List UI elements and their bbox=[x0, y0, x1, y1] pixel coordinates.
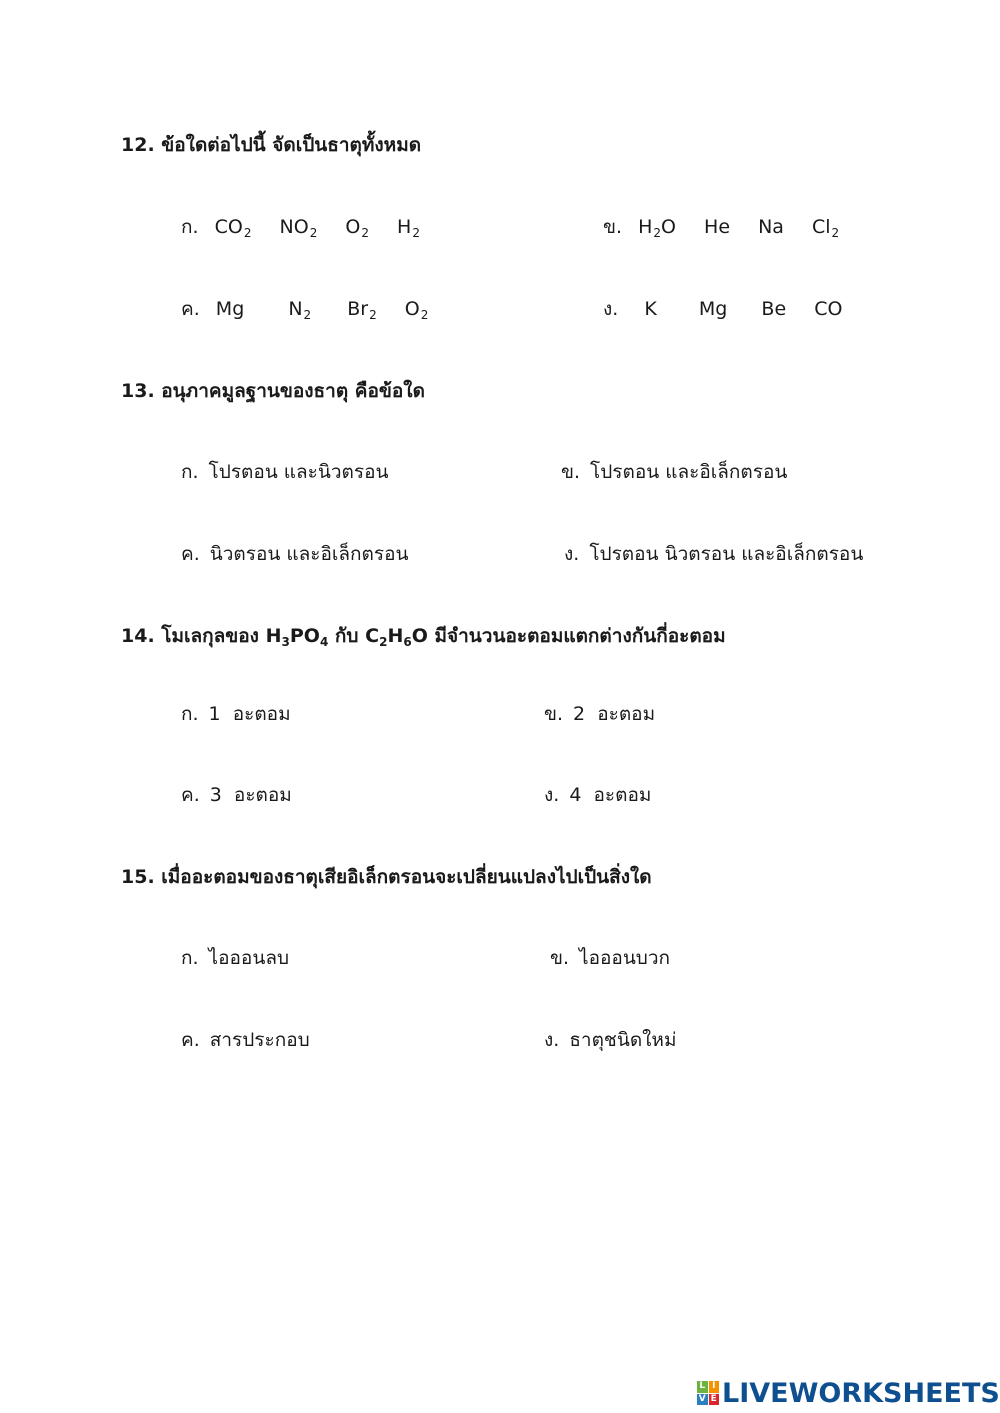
formula: $Cl_2$ bbox=[811, 216, 840, 240]
q12-option-d[interactable] bbox=[603, 294, 864, 324]
formula: K bbox=[644, 298, 657, 320]
logo-mark-icon: L I V E bbox=[697, 1381, 719, 1405]
option-text: ธาตุชนิดใหม่ bbox=[569, 1029, 677, 1051]
liveworksheets-logo[interactable] bbox=[697, 1377, 1000, 1409]
option-text: ไอออนลบ bbox=[208, 947, 290, 969]
option-label: ค. bbox=[181, 784, 200, 806]
q15-option-a[interactable] bbox=[181, 943, 289, 973]
option-text: นิวตรอน และอิเล็กตรอน bbox=[209, 543, 409, 565]
question-14-title: 14. โมเลกุลของ $H_3PO_4$ กับ $C_2H_6O$ มีจำนวนอะตอมแตกต่างกันกี่อะตอม bbox=[121, 625, 726, 649]
option-text: 3 อะตอม bbox=[209, 784, 292, 806]
q14-option-d[interactable] bbox=[544, 780, 651, 810]
logo-text: LIVEWORKSHEETS bbox=[722, 1377, 1000, 1409]
option-label: ง. bbox=[564, 543, 580, 565]
formula: $NO_2$ bbox=[279, 216, 318, 240]
option-label: ค. bbox=[181, 1029, 200, 1051]
question-12-title: 12. ข้อใดต่อไปนี้ จัดเป็นธาตุทั้งหมด bbox=[121, 134, 422, 156]
formula: Na bbox=[758, 216, 784, 238]
q15-option-c[interactable] bbox=[181, 1025, 310, 1055]
formula: $H_2O$ bbox=[638, 216, 676, 240]
q12-option-c[interactable] bbox=[181, 294, 450, 324]
formula: Mg bbox=[215, 298, 245, 320]
option-label: ก. bbox=[181, 461, 199, 483]
option-label: ข. bbox=[561, 461, 581, 483]
q12-option-a[interactable] bbox=[181, 212, 442, 242]
option-label: ข. bbox=[603, 216, 623, 238]
option-text: โปรตอน และนิวตรอน bbox=[208, 461, 389, 483]
option-label: ค. bbox=[181, 298, 200, 320]
option-text: โปรตอน และอิเล็กตรอน bbox=[590, 461, 788, 483]
formula: $H_2$ bbox=[397, 216, 420, 240]
formula: $O_2$ bbox=[404, 298, 429, 322]
q15-option-d[interactable] bbox=[544, 1025, 676, 1055]
q13-option-a[interactable] bbox=[181, 457, 389, 487]
formula-h3po4: $H_3PO_4$ bbox=[265, 625, 329, 649]
option-label: ง. bbox=[603, 298, 619, 320]
formula: $O_2$ bbox=[345, 216, 369, 240]
q13-option-b[interactable] bbox=[561, 457, 787, 487]
option-text: สารประกอบ bbox=[209, 1029, 310, 1051]
question-13-title: 13. อนุภาคมูลฐานของธาตุ คือข้อใด bbox=[121, 380, 425, 402]
option-text: 4 อะตอม bbox=[569, 784, 652, 806]
option-text: 2 อะตอม bbox=[573, 703, 656, 725]
option-text: โปรตอน นิวตรอน และอิเล็กตรอน bbox=[589, 543, 864, 565]
option-text: ไอออนบวก bbox=[579, 947, 671, 969]
option-label: ง. bbox=[544, 1029, 560, 1051]
option-label: ข. bbox=[550, 947, 570, 969]
formula: Mg bbox=[698, 298, 728, 320]
option-label: ก. bbox=[181, 703, 199, 725]
q12-option-b[interactable] bbox=[603, 212, 861, 242]
q13-option-c[interactable] bbox=[181, 539, 408, 569]
option-label: ก. bbox=[181, 216, 199, 238]
formula: $N_2$ bbox=[288, 298, 312, 322]
formula: $Br_2$ bbox=[347, 298, 377, 322]
option-label: ง. bbox=[544, 784, 560, 806]
question-15-title: 15. เมื่ออะตอมของธาตุเสียอิเล็กตรอนจะเปลี่ยนแปลงไปเป็นสิ่งใด bbox=[121, 866, 652, 888]
formula: Be bbox=[761, 298, 787, 320]
q14-option-c[interactable] bbox=[181, 780, 292, 810]
formula-c2h6o: $C_2H_6O$ bbox=[365, 625, 428, 649]
q13-option-d[interactable] bbox=[564, 539, 863, 569]
option-label: ก. bbox=[181, 947, 199, 969]
formula: $CO_2$ bbox=[214, 216, 252, 240]
option-label: ค. bbox=[181, 543, 200, 565]
option-text: 1 อะตอม bbox=[208, 703, 291, 725]
option-label: ข. bbox=[544, 703, 564, 725]
q14-option-a[interactable] bbox=[181, 699, 291, 729]
formula: He bbox=[704, 216, 731, 238]
formula: CO bbox=[814, 298, 843, 320]
q15-option-b[interactable] bbox=[550, 943, 670, 973]
q14-option-b[interactable] bbox=[544, 699, 655, 729]
